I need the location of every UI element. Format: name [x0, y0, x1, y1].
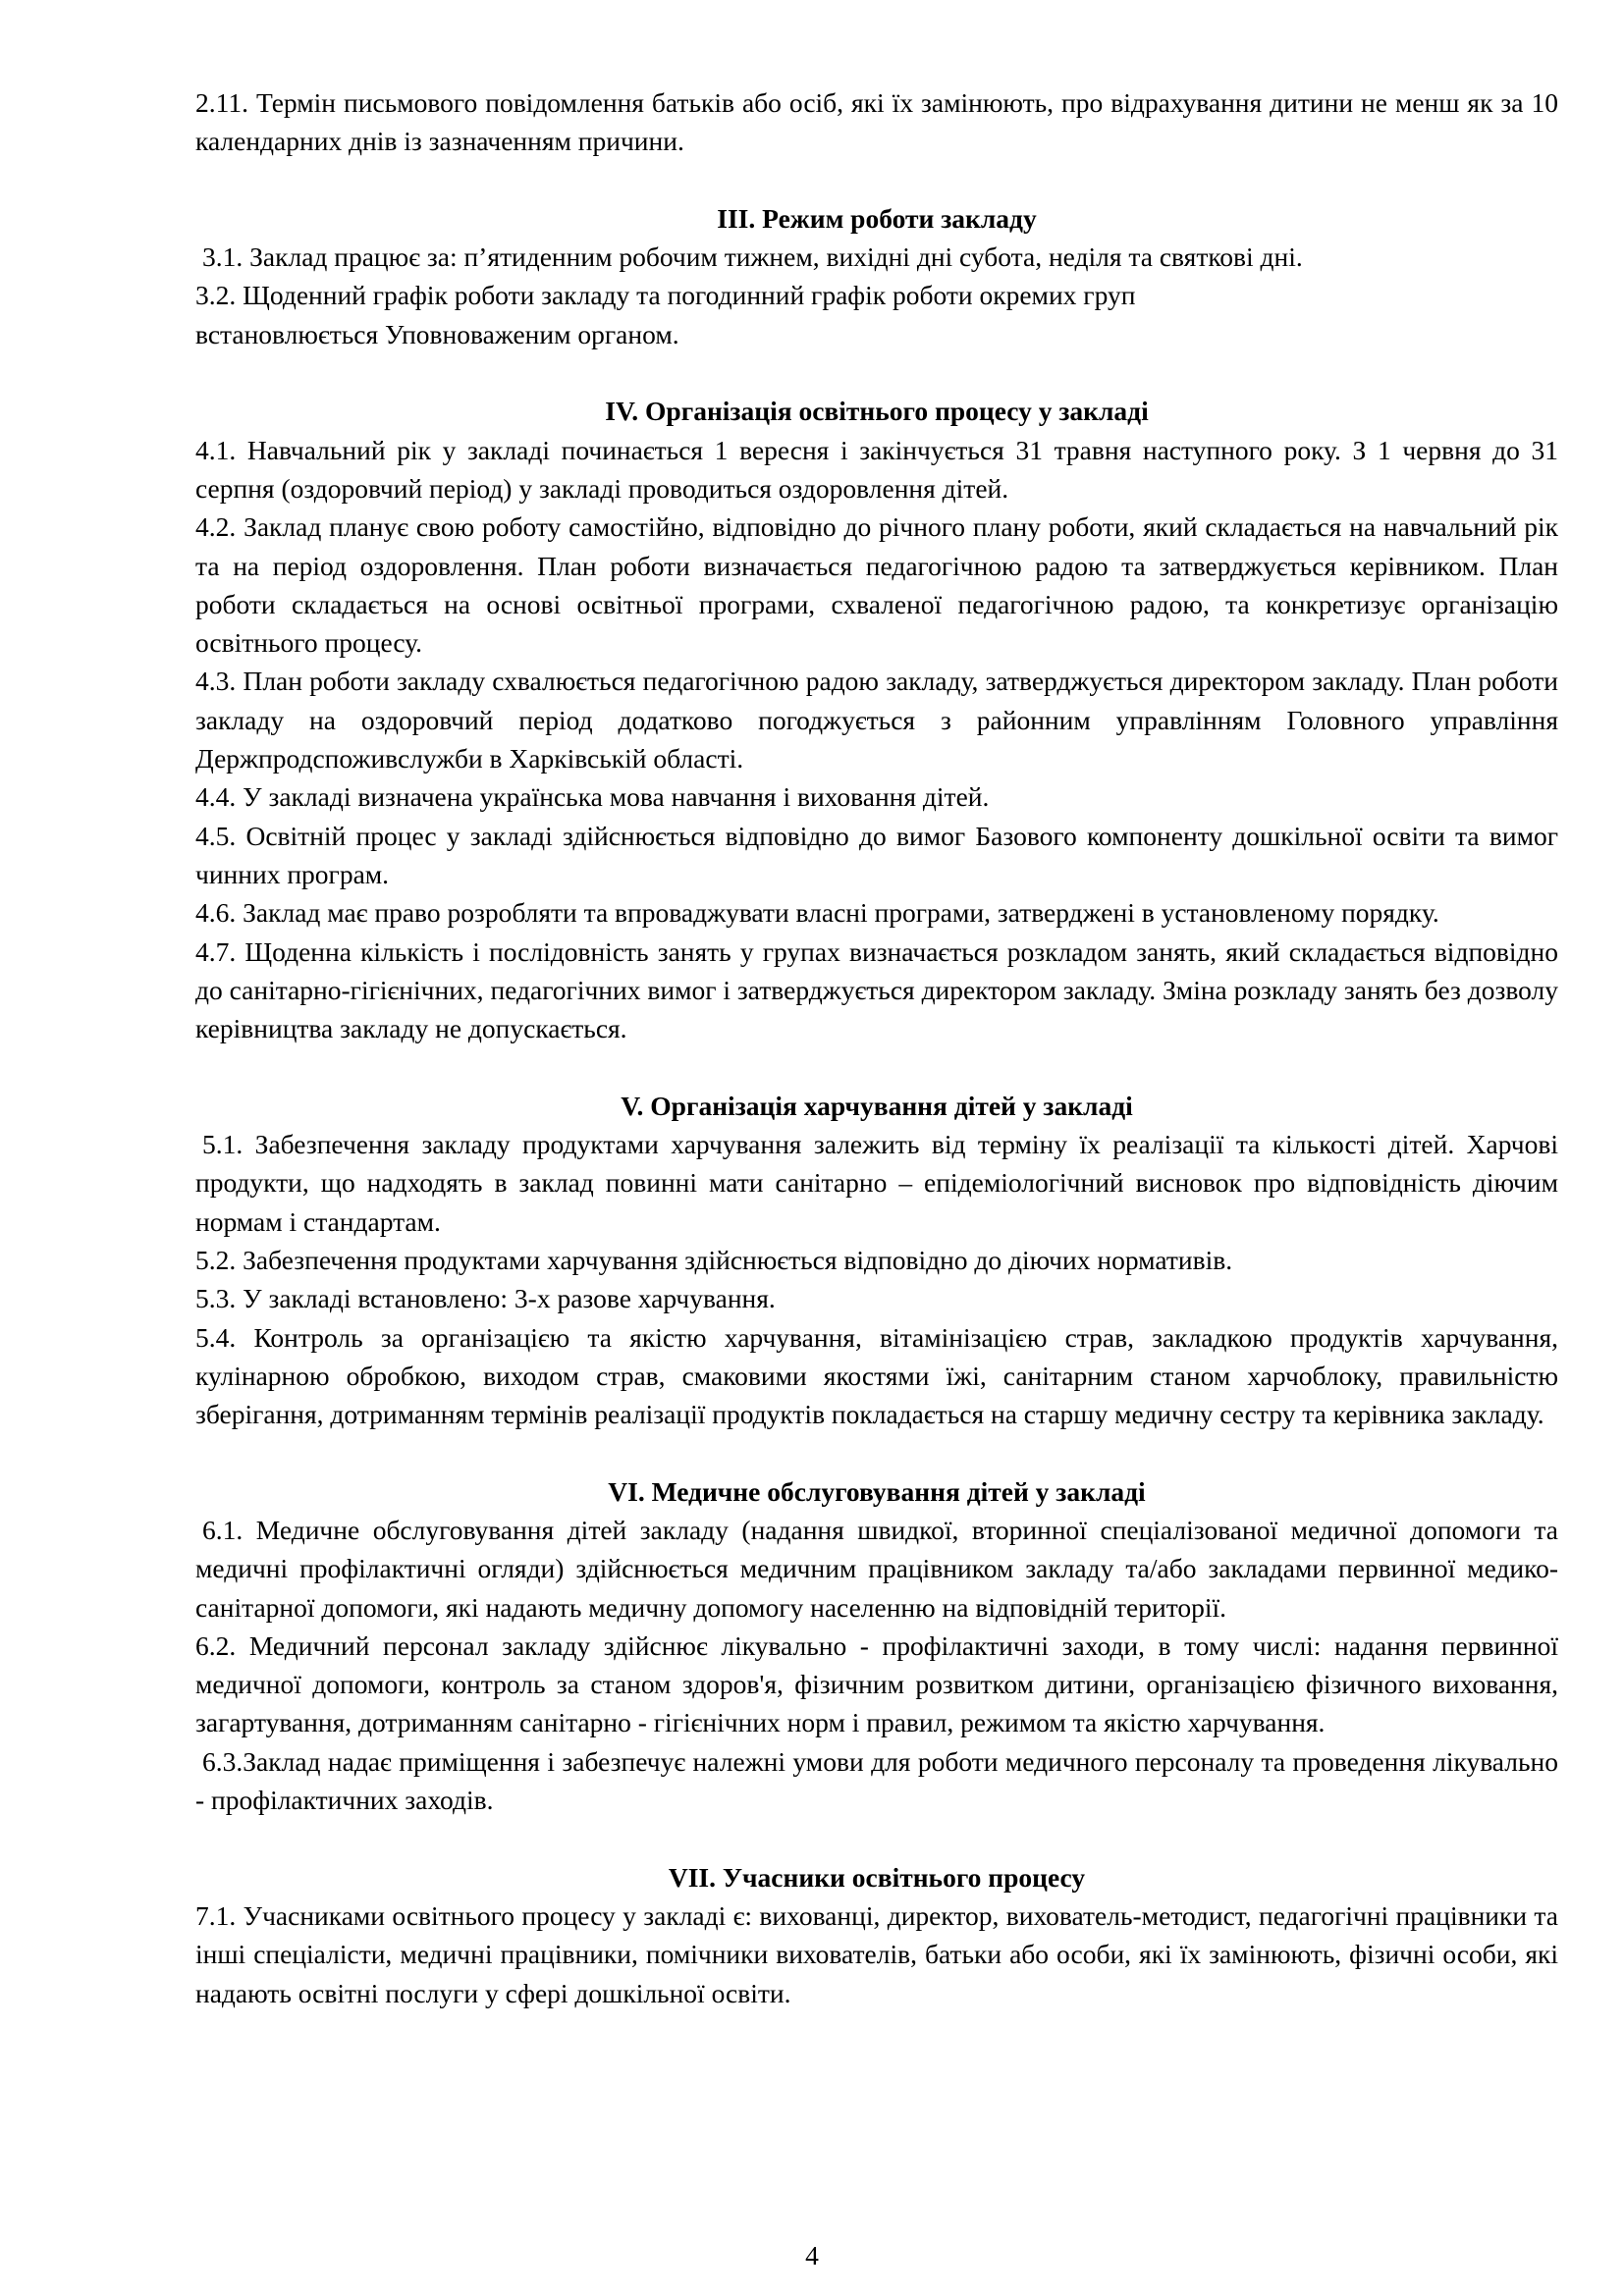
section-4-heading: IV. Організація освітнього процесу у закладі	[605, 396, 1149, 427]
paragraph-4-3: 4.3. План роботи закладу схвалюється педагогічною радою закладу, затверджується директором закладу. План роботи закладу на оздоровчий період додатково погоджується з районним управлінням Головного управління Держпродспоживслужби в Харківській області.	[195, 666, 1558, 774]
paragraph-4-1: 4.1. Навчальний рік у закладі починається 1 вересня і закінчується 31 травня наступного року. З 1 червня до 31 серпня (оздоровчий період) у закладі проводиться оздоровлення дітей.	[195, 434, 1558, 504]
section-6-heading: VI. Медичне обслуговування дітей у закладі	[608, 1475, 1146, 1507]
paragraph-4-7: 4.7. Щоденна кількість і послідовність занять у групах визначається розкладом занять, який складається відповідно до санітарно-гігієнічних, педагогічних вимог і затверджується директором закладу. Зміна розкладу занять без дозволу керівництва закладу не допускається.	[195, 935, 1558, 1044]
paragraph-4-6: 4.6. Заклад має право розробляти та впроваджувати власні програми, затверджені в установленому порядку.	[195, 897, 1439, 929]
paragraph-3-2-line2: встановлюється Уповноваженим органом.	[195, 318, 679, 349]
paragraph-5-4: 5.4. Контроль за організацією та якістю харчування, вітамінізацією страв, закладкою продуктів харчування, кулінарною обробкою, виходом страв, смаковими якостями їжі, санітарним станом харчоблоку, правильністю зберігання, дотриманням термінів реалізації продуктів покладається на старшу медичну сестру та керівника закладу.	[195, 1321, 1558, 1430]
document-page	[195, 83, 1558, 2012]
section-7-heading: VII. Учасники освітнього процесу	[668, 1861, 1086, 1893]
paragraph-6-2: 6.2. Медичний персонал закладу здійснює лікувально - профілактичні заходи, в тому числі: надання первинної медичної допомоги, контроль за станом здоров'я, фізичним розвитком дитини, організацією фізичного виховання, загартування, дотриманням санітарно - гігієнічних норм і правил, режимом та якістю харчування.	[195, 1629, 1558, 1738]
section-5-heading: V. Організація харчування дітей у закладі	[621, 1090, 1133, 1121]
page-number: 4	[805, 2240, 819, 2270]
paragraph-4-4: 4.4. У закладі визначена українська мова навчання і виховання дітей.	[195, 781, 990, 813]
paragraph-2-11: 2.11. Термін письмового повідомлення батьків або осіб, які їх замінюють, про відрахування дитини не менш як за 10 календарних днів із зазначенням причини.	[195, 87, 1558, 157]
paragraph-6-1: 6.1. Медичне обслуговування дітей закладу (надання швидкої, вторинної спеціалізованої медичної допомоги та медичні профілактичні огляди) здійснюється медичним працівником закладу та/або закладами первинної медико-санітарної допомоги, які надають медичну допомогу населенню на відповідній території.	[195, 1514, 1558, 1623]
paragraph-5-2: 5.2. Забезпечення продуктами харчування здійснюється відповідно до діючих нормативів.	[195, 1244, 1233, 1275]
paragraph-6-3: 6.3.Заклад надає приміщення і забезпечує належні умови для роботи медичного персоналу та проведення лікувально - профілактичних заходів.	[195, 1745, 1558, 1816]
paragraph-4-2: 4.2. Заклад планує свою роботу самостійно, відповідно до річного плану роботи, який складається на навчальний рік та на період оздоровлення. План роботи визначається педагогічною радою та затверджується керівником. План роботи складається на основі освітньої програми, схваленої педагогічною радою, та конкретизує організацію освітнього процесу.	[195, 511, 1558, 659]
paragraph-3-2-line1: 3.2. Щоденний графік роботи закладу та погодинний графік роботи окремих груп	[195, 280, 1136, 311]
paragraph-5-3: 5.3. У закладі встановлено: 3-х разове харчування.	[195, 1283, 776, 1314]
paragraph-4-5: 4.5. Освітній процес у закладі здійснюється відповідно до вимог Базового компоненту дошкільної освіти та вимог чинних програм.	[195, 820, 1558, 889]
section-3-heading: III. Режим роботи закладу	[717, 202, 1037, 234]
paragraph-5-1: 5.1. Забезпечення закладу продуктами харчування залежить від терміну їх реалізації та кількості дітей. Харчові продукти, що надходять в заклад повинні мати санітарно – епідеміологічний висновок про відповідність діючим нормам і стандартам.	[195, 1129, 1558, 1237]
paragraph-7-1: 7.1. Учасниками освітнього процесу у закладі є: вихованці, директор, вихователь-методист, педагогічні працівники та інші спеціалісти, медичні працівники, помічники вихователів, батьки або особи, які їх замінюють, фізичні особи, які надають освітні послуги у сфері дошкільної освіти.	[195, 1899, 1558, 2008]
paragraph-3-1: 3.1. Заклад працює за: п’ятиденним робочим тижнем, вихідні дні субота, неділя та святкові дні.	[202, 241, 1303, 273]
